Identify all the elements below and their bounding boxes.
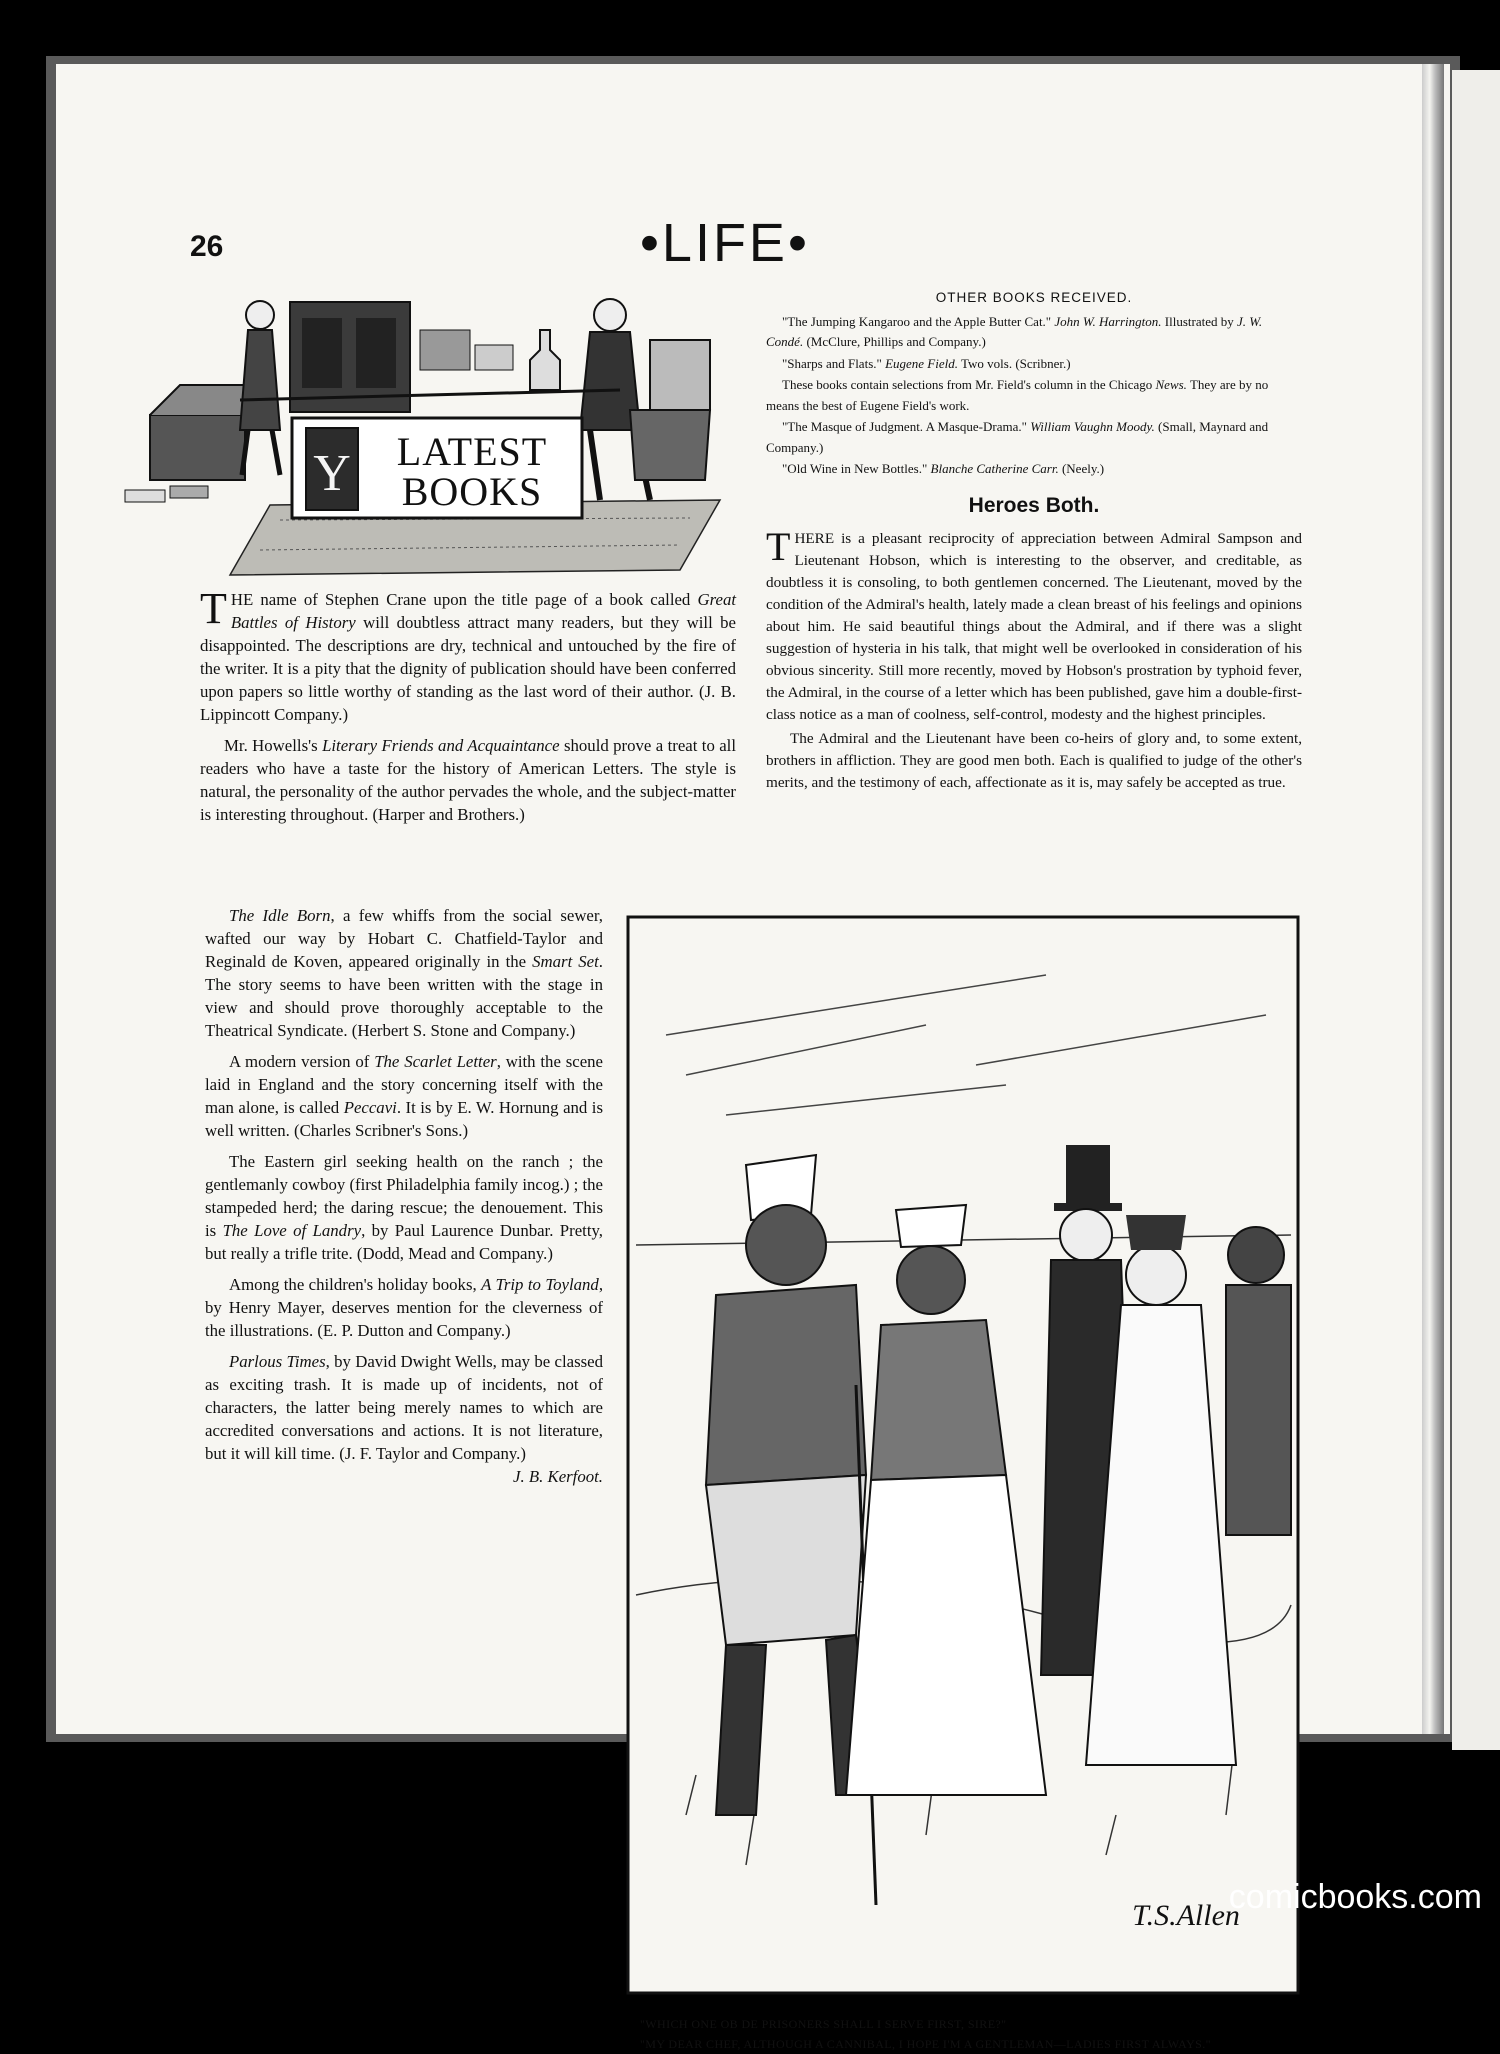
book-entry-old-wine: "Old Wine in New Bottles." Blanche Catherine Carr. (Neely.) [782,461,1105,476]
latest-books-illustration [120,290,740,580]
heroes-both-title: Heroes Both. [968,494,1100,517]
drop-cap: T [766,524,791,569]
left-column-lower [205,904,603,1488]
caption-line-2: "MY DEAR CHEF, ALTHOUGH A CANNIBAL, I HOPE I'M A GENTLEMAN—LADIES FIRST ALWAYS." [640,2037,1211,2051]
review-trip-to-toyland: Among the children's holiday books, A Trip to Toyland, by Henry Mayer, deserves mention for the cleverness of the illustrations. (E. P. Dutton and Company.) [205,1275,604,1340]
page-number: 26 [190,230,224,263]
heroes-paragraph-1: THERE is a pleasant reciprocity of appreciation between Admiral Sampson and Lieutenant Hobson, which is interesting to the observer, and creditable, as doubtless it is consoling, to both gentlemen concerned. The Lieutenant, moved by the condition of the Admiral's health, lately made a clean breast of his feelings and opinions about him. He said beautiful things about the Admiral, and if there was a slight suggestion of hysteria in his talk, that might well be overlooked in consideration of his obvious sincerity. Still more recently, moved by Hobson's prostration by typhoid fever, the Admiral, in the course of a letter which has been published, gave him a double-first-class notice as a man of coolness, self-control, modesty and the highest principles. [766,524,1302,723]
caption-line-1: "WHICH ONE OB DE PRISONERS SHALL I SERVE FIRST, SIRE?" [640,2017,1007,2031]
left-column-top [200,584,736,834]
masthead-title: •LIFE• [640,213,810,273]
review-peccavi: A modern version of The Scarlet Letter, with the scene laid in England and the story concerning itself with the man alone, is called Peccavi. It is by E. W. Hornung and is well written. (Charles Scribner's Sons.) [205,1052,604,1140]
book-entry-sharps-flats: "Sharps and Flats." Eugene Field. Two vols. (Scribner.) [782,355,1071,371]
sign-line-latest: LATEST [396,429,548,474]
page-gutter [1422,64,1444,1734]
book-note-field: These books contain selections from Mr. Field's column in the Chicago News. They are by no means the best of Eugene Field's work. [766,377,1269,413]
heroes-paragraph-2: The Admiral and the Lieutenant have been co-heirs of glory and, to some extent, brothers in affliction. They are good men both. Each is qualified to judge of the other's merits, and the testimony of each, affectionate as it is, may safely be accepted as true. [766,730,1302,791]
sign-line-books: BOOKS [401,469,543,514]
book-entry-kangaroo: "The Jumping Kangaroo and the Apple Butter Cat." John W. Harrington. Illustrated by J. W. Condé. (McClure, Phillips and Company.) [766,313,1263,349]
review-love-of-landry: The Eastern girl seeking health on the ranch ; the gentlemanly cowboy (first Philadelphia family incog.) ; the stampeded herd; the daring rescue; the denouement. This is The Love of Landry, by Paul Laurence Dunbar. Pretty, but really a trifle trite. (Dodd, Mead and Company.) [205,1152,603,1263]
review-parlous-times: Parlous Times, by David Dwight Wells, may be classed as exciting trash. It is made up of incidents, not of characters, the latter being merely names to which are accredited conversations and actions. It is not literature, but it will kill time. (J. F. Taylor and Company.) J. B. Kerfoot. [205,1352,603,1486]
review-great-battles: THE name of Stephen Crane upon the title page of a book called Great Battles of History will doubtless attract many readers, but they will be disappointed. The descriptions are dry, technical and untouched by the fire of the writer. It is a pity that the dignity of publication should have been conferred upon papers so little worthy of standing as the last word of their author. (J. B. Lippincott Company.) [200,584,736,724]
cartoon-caption [640,2014,1320,2054]
review-literary-friends: Mr. Howells's Literary Friends and Acquaintance should prove a treat to all readers who have a taste for the history of American Letters. The style is natural, the personality of the author pervades the whole, and the subject-matter is interesting throughout. (Harper and Brothers.) [200,736,736,824]
other-books-heading: OTHER BOOKS RECEIVED. [935,290,1133,305]
cannibal-cartoon [626,915,1300,1995]
site-watermark: comicbooks.com [1228,1878,1482,1916]
facing-page-edge [1452,70,1500,1750]
drop-cap: T [200,584,227,633]
reviewer-signature: J. B. Kerfoot. [513,1467,603,1486]
other-books-received [766,288,1302,481]
sign-letter: Y [313,445,351,502]
book-entry-masque: "The Masque of Judgment. A Masque-Drama." William Vaughn Moody. (Small, Maynard and Company.) [766,419,1269,455]
artist-signature: T.S.Allen [1132,1899,1240,1932]
heroes-both-article [766,524,1302,802]
review-idle-born: The Idle Born, a few whiffs from the social sewer, wafted our way by Hobart C. Chatfield-Taylor and Reginald de Koven, appeared originally in the Smart Set. The story seems to have been written with the stage in view and should prove thoroughly acceptable to the Theatrical Syndicate. (Herbert S. Stone and Company.) [205,906,603,1040]
